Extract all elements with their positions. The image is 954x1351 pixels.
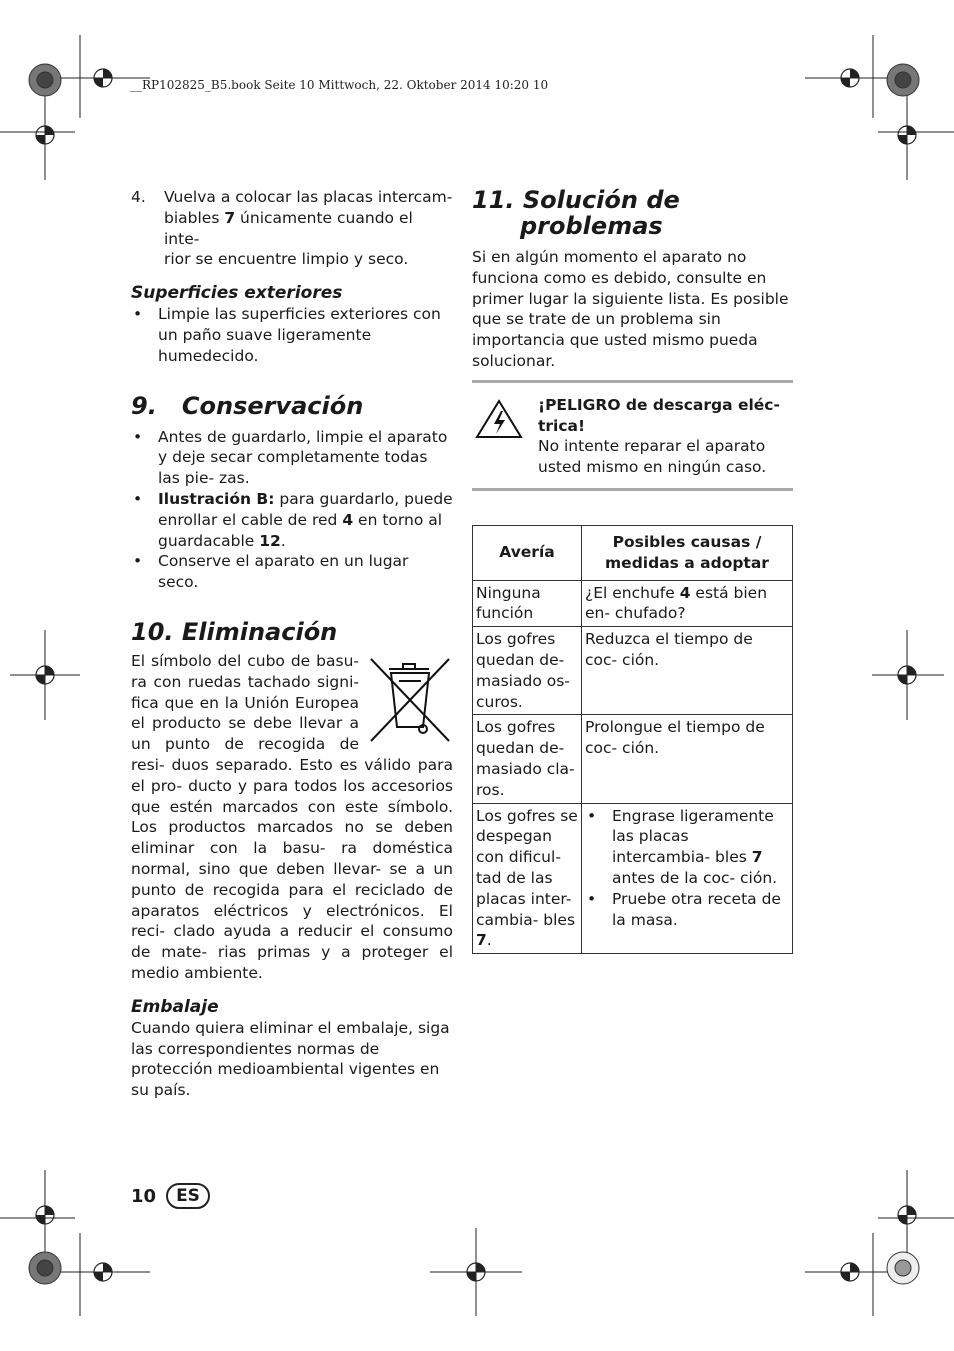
page-number: 10 (131, 1185, 157, 1207)
remedy-list (585, 806, 789, 931)
conservacion-list (131, 427, 453, 593)
table-row: Los gofres quedan de- masiado os- curos. Reduzca el tiempo de coc- ción. (473, 627, 793, 715)
troubleshooting-table (472, 525, 793, 954)
list-item: • Limpie las superficies exteriores con un paño suave ligeramente humedecido. (131, 304, 453, 366)
warning-title: ¡PELIGRO de descarga eléc- trica! (538, 395, 780, 435)
embalaje-heading: Embalaje (131, 996, 219, 1017)
warning-text: No intente reparar el aparato usted mismo en ningún caso. (538, 437, 767, 477)
superficies-list (131, 304, 453, 366)
list-item: • Engrase ligeramente las placas intercambia- bles 7 antes de la coc- ción. (585, 806, 789, 889)
table-row: Los gofres quedan de- masiado cla- ros. Prolongue el tiempo de coc- ción. (473, 715, 793, 803)
list-item: • Antes de guardarlo, limpie el aparato y deje secar completamente todas las pie- zas. (131, 427, 453, 489)
table-header-row (473, 525, 793, 580)
table-row: Ninguna función ¿El enchufe 4 está bien en- chufado? (473, 580, 793, 627)
list-item: • Pruebe otra receta de la masa. (585, 889, 789, 931)
solucion-intro: Si en algún momento el aparato no funciona como es debido, consulte en primer lugar la siguiente lista. Es posible que se trate de un problema sin importancia que usted mismo pueda solucionar. (472, 248, 789, 370)
eliminacion-heading: 10. Eliminación (131, 617, 338, 646)
crossed-bin-icon (367, 655, 457, 745)
eliminacion-block (131, 651, 453, 984)
conservacion-heading: 9. Conservación (131, 391, 364, 420)
left-column (131, 187, 453, 1101)
step-number: 4. (131, 188, 146, 206)
step-4 (131, 187, 453, 270)
print-header: __RP102825_B5.book Seite 10 Mittwoch, 22. Oktober 2014 10:20 10 (130, 78, 549, 92)
solucion-heading: 11. Solución de problemas (472, 186, 680, 240)
language-badge: ES (166, 1183, 210, 1209)
right-column (472, 187, 793, 954)
list-item: • Ilustración B: para guardarlo, puede enrollar el cable de red 4 en torno al guardacable 12. (131, 489, 453, 551)
embalaje-text: Cuando quiera eliminar el embalaje, siga las correspondientes normas de protección medioambiental vigentes en su país. (131, 1018, 450, 1100)
page-footer (131, 1183, 210, 1209)
column-header: Posibles causas / medidas a adoptar (582, 525, 793, 580)
superficies-heading: Superficies exteriores (131, 283, 343, 304)
column-header: Avería (473, 525, 582, 580)
electric-warning-icon (474, 399, 524, 439)
list-item: • Conserve el aparato en un lugar seco. (131, 551, 453, 593)
warning-box (472, 380, 793, 491)
table-row: Los gofres se despegan con dificul- tad de las placas inter- cambia- bles 7. • Engrase ligeramente las placas intercambia- bles 7 antes de la coc- ción. • Pruebe otra receta de la masa. (473, 803, 793, 954)
eliminacion-text: El símbolo del cubo de basu- ra con ruedas tachado signi- fica que en la Unión Europea el producto se debe llevar a un punto de recogida de resi- duos separado. Esto es válido para el pro- ducto y para todos los accesorios que estén marcados con este símbolo. Los productos marcados no se deben eliminar con la basu- ra doméstica normal, sino que deben llevar- se a un punto de recogida para el reciclado de aparatos eléctricos y electrónicos. El reci- clado ayuda a reducir el consumo de mate- rias primas y a proteger el medio ambiente. (131, 651, 453, 982)
step-text: Vuelva a colocar las placas intercam- biables 7 únicamente cuando el inte- rior se encuentre limpio y seco. (164, 188, 453, 269)
